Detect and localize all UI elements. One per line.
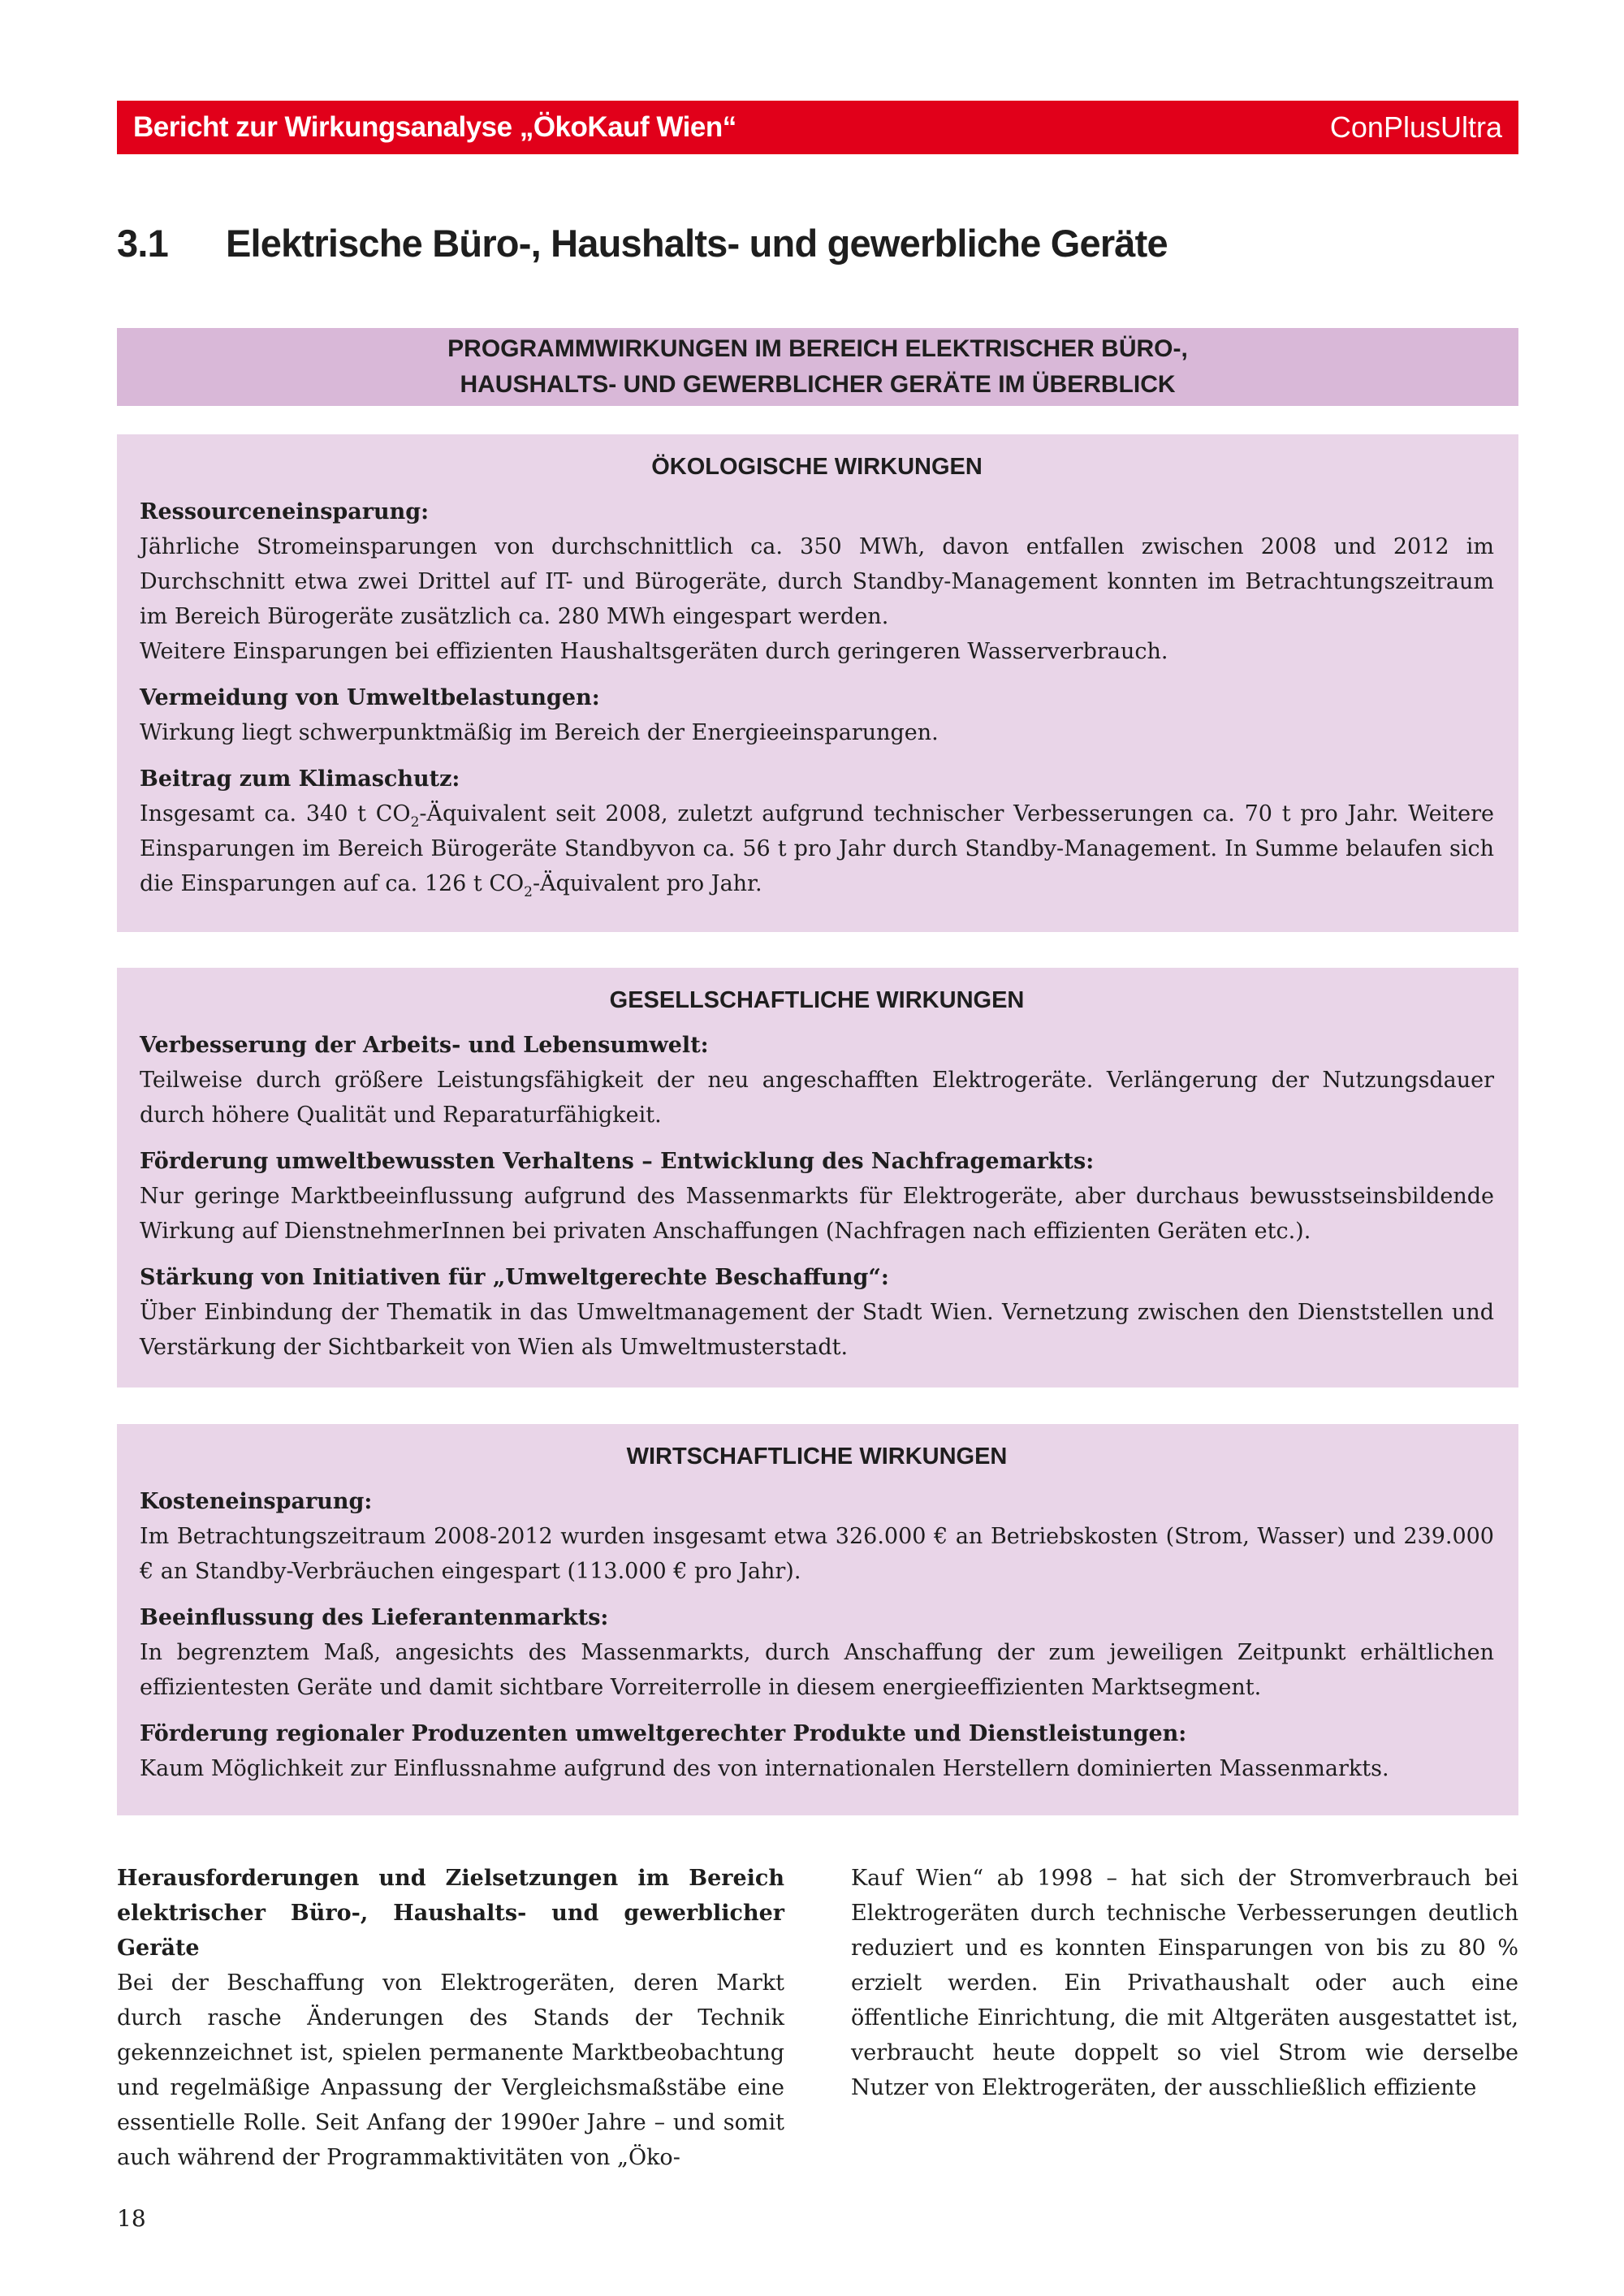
effect-text [140, 796, 1494, 901]
effect-text: Wirkung liegt schwerpunktmäßig im Bereich der Energieeinsparungen. [140, 720, 939, 745]
body-paragraph: Bei der Beschaffung von Elektrogeräten, deren Markt durch rasche Änderungen des Stands der Technik gekennzeichnet ist, spielen permanente Marktbeobachtung und regelmäßige Anpassung der Vergleichsmaßstäbe eine essentielle Rolle. Seit Anfang der 1990er Jahre – und somit auch während der Programmaktivitäten von „Öko- [117, 1970, 784, 2170]
effect-item [140, 1716, 1494, 1786]
box-title: GESELLSCHAFTLICHE WIRKUNGEN [609, 987, 1025, 1013]
effect-text: Teilweise durch größere Leistungsfähigkeit der neu angeschafften Elektrogeräte. Verlängerung der Nutzungsdauer durch höhere Qualität und Reparaturfähigkeit. [140, 1068, 1494, 1128]
effect-heading: Beeinflussung des Lieferantenmarkts: [140, 1605, 609, 1630]
effect-text: Im Betrachtungszeitraum 2008-2012 wurden insgesamt etwa 326.000 € an Betriebskosten (Strom, Wasser) und 239.000 € an Standby-Verbräuchen eingespart (113.000 € pro Jahr). [140, 1524, 1494, 1584]
effect-text: Nur geringe Marktbeeinflussung aufgrund des Massenmarkts für Elektrogeräte, aber durchaus bewusstseinsbildende Wirkung auf DienstnehmerInnen bei privaten Anschaffungen (Nachfragen nach effizienten Geräten etc.). [140, 1184, 1494, 1244]
effect-item [140, 1260, 1494, 1365]
page-number: 18 [117, 2205, 146, 2232]
report-title: Bericht zur Wirkungsanalyse „ÖkoKauf Wien“ [133, 111, 736, 143]
effect-heading: Kosteneinsparung: [140, 1489, 373, 1514]
subscript: 2 [524, 884, 533, 900]
effect-heading: Ressourceneinsparung: [140, 499, 430, 524]
effect-heading: Verbesserung der Arbeits- und Lebensumwelt: [140, 1033, 709, 1058]
body-subheading: Herausforderungen und Zielsetzungen im Bereich elektrischer Büro-, Haushalts- und gewerblicher Geräte [117, 1866, 784, 1961]
effect-text: In begrenztem Maß, angesichts des Massenmarkts, durch Anschaffung der zum jeweiligen Zeitpunkt erhältlichen effizientesten Geräte und damit sichtbare Vorreiterrolle in diesem energieeffizienten Marktsegment. [140, 1640, 1494, 1700]
effect-item [140, 1028, 1494, 1133]
report-header-bar [117, 101, 1518, 154]
subscript: 2 [410, 814, 420, 831]
effect-paragraph: Weitere Einsparungen bei effizienten Haushaltsgeräten durch geringeren Wasserverbrauch. [140, 639, 1168, 664]
section-title: Elektrische Büro-, Haushalts- und gewerbliche Geräte [226, 222, 1168, 265]
economic-effects-box [117, 1424, 1518, 1815]
body-paragraph: Kauf Wien“ ab 1998 – hat sich der Stromverbrauch bei Elektrogeräten durch technische Verbesserungen deutlich reduziert und es konnten Einsparungen von bis zu 80 % erzielt werden. Ein Privathaushalt oder auch eine öffentliche Einrichtung, die mit Altgeräten ausgestattet ist, verbraucht heute doppelt so viel Strom wie derselbe Nutzer von Elektrogeräten, der ausschließlich effiziente [851, 1866, 1518, 2100]
text-fragment: -Äquivalent seit 2008, zuletzt aufgrund technischer Verbesserungen ca. 70 t pro Jahr. Weitere Einsparungen im Bereich Bürogeräte Standbyvon ca. 56 t pro Jahr durch Standby-Management. In Summe belaufen sich die Einsparungen auf ca. 126 t CO [140, 801, 1494, 896]
effect-item [140, 1144, 1494, 1249]
effect-heading: Beitrag zum Klimaschutz: [140, 766, 460, 792]
overview-line-2: HAUSHALTS- UND GEWERBLICHER GERÄTE IM ÜBERBLICK [460, 371, 1176, 398]
effect-item [140, 494, 1494, 669]
overview-line-1: PROGRAMMWIRKUNGEN IM BEREICH ELEKTRISCHER BÜRO-, [447, 335, 1188, 362]
effect-text: Über Einbindung der Thematik in das Umweltmanagement der Stadt Wien. Vernetzung zwischen den Dienststellen und Verstärkung der Sichtbarkeit von Wien als Umweltmusterstadt. [140, 1300, 1494, 1360]
effect-item [140, 762, 1494, 901]
section-heading [117, 221, 1518, 265]
body-column-left [117, 1861, 784, 2175]
body-column-right [851, 1861, 1518, 2105]
effect-item [140, 680, 1494, 750]
effect-heading: Stärkung von Initiativen für „Umweltgerechte Beschaffung“: [140, 1265, 889, 1290]
brand-name: ConPlusUltra [1329, 110, 1502, 144]
effect-item [140, 1600, 1494, 1705]
overview-banner [117, 328, 1518, 406]
box-title: ÖKOLOGISCHE WIRKUNGEN [651, 454, 983, 480]
text-fragment: Insgesamt ca. 340 t CO [140, 801, 411, 826]
effect-text: Kaum Möglichkeit zur Einflussnahme aufgrund des von internationalen Herstellern dominierten Massenmarkts. [140, 1756, 1389, 1781]
section-number: 3.1 [117, 222, 168, 265]
social-effects-box [117, 968, 1518, 1388]
effect-heading: Vermeidung von Umweltbelastungen: [140, 685, 600, 710]
ecological-effects-box [117, 434, 1518, 932]
effect-heading: Förderung umweltbewussten Verhaltens – Entwicklung des Nachfragemarkts: [140, 1149, 1095, 1174]
text-fragment: -Äquivalent pro Jahr. [533, 871, 762, 896]
effect-paragraph: Jährliche Stromeinsparungen von durchschnittlich ca. 350 MWh, davon entfallen zwischen 2008 und 2012 im Durchschnitt etwa zwei Drittel auf IT- und Bürogeräte, durch Standby-Management konnten im Betrachtungszeitraum im Bereich Bürogeräte zusätzlich ca. 280 MWh eingespart werden. [140, 534, 1494, 629]
box-title: WIRTSCHAFTLICHE WIRKUNGEN [626, 1444, 1008, 1470]
effect-heading: Förderung regionaler Produzenten umweltgerechter Produkte und Dienstleistungen: [140, 1721, 1187, 1746]
effect-text [140, 529, 1494, 669]
effect-item [140, 1484, 1494, 1589]
